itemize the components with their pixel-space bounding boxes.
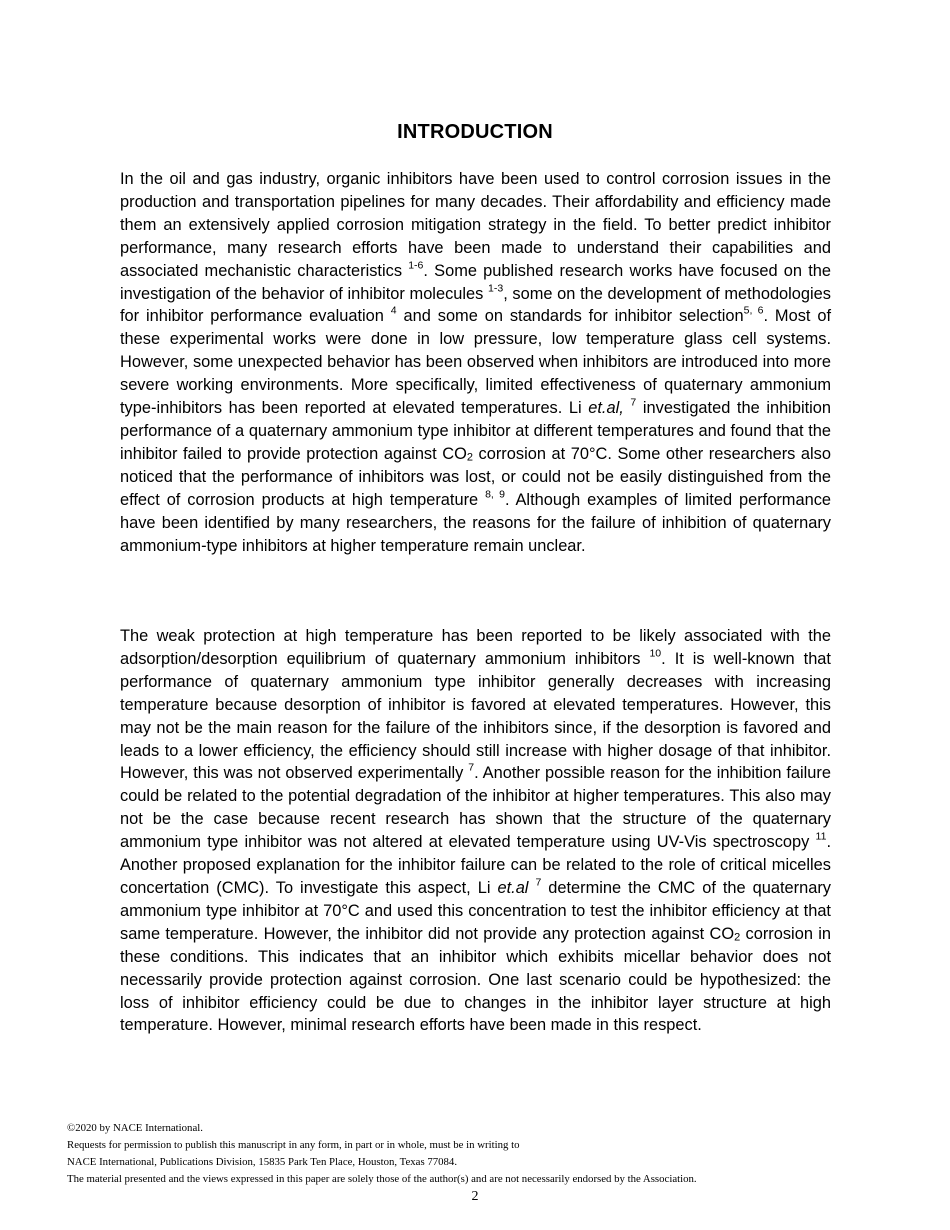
- footer-disclaimer: The material presented and the views expressed in this paper are solely those of the author(s) and are not necessarily endorsed by the Association.: [67, 1173, 697, 1185]
- text-run: corrosion at 70°C. Some other researchers also noticed that the performance of inhibitors was lost, or could not be easily distinguished from the effect of corrosion products at high temperature: [120, 444, 831, 509]
- subscript: 2: [734, 931, 741, 944]
- text-run: The weak protection at high temperature has been reported to be likely associated with the adsorption/desorption equilibrium of quaternary ammonium inhibitors: [120, 627, 831, 668]
- section-heading: INTRODUCTION: [397, 121, 553, 143]
- citation-ref: 7: [468, 762, 475, 775]
- copyright-footer: [67, 1120, 887, 1188]
- citation-ref: 1-6: [408, 259, 424, 272]
- introduction-paragraph-2: [120, 625, 831, 1037]
- citation-ref: 10: [649, 647, 662, 660]
- text-run: investigated the inhibition performance of a quaternary ammonium type inhibitor at different temperatures and found that the inhibitor failed to provide protection against CO: [120, 399, 832, 463]
- text-run: . Although examples of limited performance have been identified by many researchers, the reasons for the failure of inhibition of quaternary ammonium-type inhibitors at higher temperature remain unclear.: [120, 490, 832, 555]
- citation-ref: 8, 9: [485, 488, 505, 501]
- footer-address: NACE International, Publications Division, 15835 Park Ten Place, Houston, Texas 77084.: [67, 1156, 458, 1168]
- text-run: . Another proposed explanation for the inhibitor failure can be related to the role of critical micelles concertation (CMC). To investigate this aspect, Li: [120, 833, 831, 897]
- text-run: , some on the development of methodologies for inhibitor performance evaluation: [120, 284, 831, 326]
- italic-text: et.al: [497, 878, 529, 897]
- footer-permission: Requests for permission to publish this manuscript in any form, in part or in whole, must be in writing to: [67, 1139, 520, 1151]
- text-run: and some on standards for inhibitor selection: [396, 307, 744, 326]
- citation-ref: 11: [815, 830, 827, 843]
- page-number: 2: [471, 1189, 479, 1204]
- text-run: determine the CMC of the quaternary ammonium type inhibitor at 70°C and used this concentration to test the inhibitor efficiency at that same temperature. However, the inhibitor did not provide any protection against CO: [120, 878, 831, 943]
- text-run: . Some published research works have focused on the investigation of the behavior of inhibitor molecules: [120, 261, 831, 303]
- citation-ref: 4: [390, 305, 397, 318]
- text-run: . Another possible reason for the inhibition failure could be related to the potential degradation of the inhibitor at higher temperatures. This also may not be the case because recent research has shown that the structure of the quaternary ammonium type inhibitor was not altered at elevated temperature using UV-Vis spectroscopy: [120, 764, 831, 852]
- text-run: In the oil and gas industry, organic inhibitors have been used to control corrosion issues in the production and transportation pipelines for many decades. Their affordability and efficiency made them an extensively applied corrosion mitigation strategy in the field. To better predict inhibitor performance, many research efforts have been made to understand their capabilities and associated mechanistic characteristics: [120, 170, 831, 280]
- text-run: . It is well-known that performance of quaternary ammonium type inhibitor generally decreases with increasing temperature because desorption of inhibitor is favored at elevated temperatures. However, this may not be the main reason for the failure of the inhibitors since, if the desorption is favored and leads to a lower efficiency, the efficiency should still increase with higher dosage of that inhibitor. However, this was not observed experimentally: [120, 649, 831, 783]
- text-run: corrosion in these conditions. This indicates that an inhibitor which exhibits micellar behavior does not necessarily provide protection against corrosion. One last scenario could be hypothesized: the loss of inhibitor efficiency could be due to changes in the inhibitor layer structure at high temperature. However, minimal research efforts have been made in this respect.: [120, 924, 831, 1035]
- citation-ref: 1-3: [488, 282, 504, 295]
- citation-ref: 7: [630, 396, 637, 409]
- subscript: 2: [466, 451, 473, 464]
- italic-text: et.al,: [588, 399, 624, 418]
- text-run: . Most of these experimental works were done in low pressure, low temperature glass cell systems. However, some unexpected behavior has been observed when inhibitors are introduced into more severe working environments. More specifically, limited effectiveness of quaternary ammonium type-inhibitors has been reported at elevated temperatures. Li: [120, 307, 832, 418]
- introduction-paragraph-1: [120, 168, 831, 557]
- footer-copyright: ©2020 by NACE International.: [67, 1122, 203, 1134]
- citation-ref: 7: [535, 876, 542, 889]
- citation-ref: 5, 6: [743, 305, 764, 318]
